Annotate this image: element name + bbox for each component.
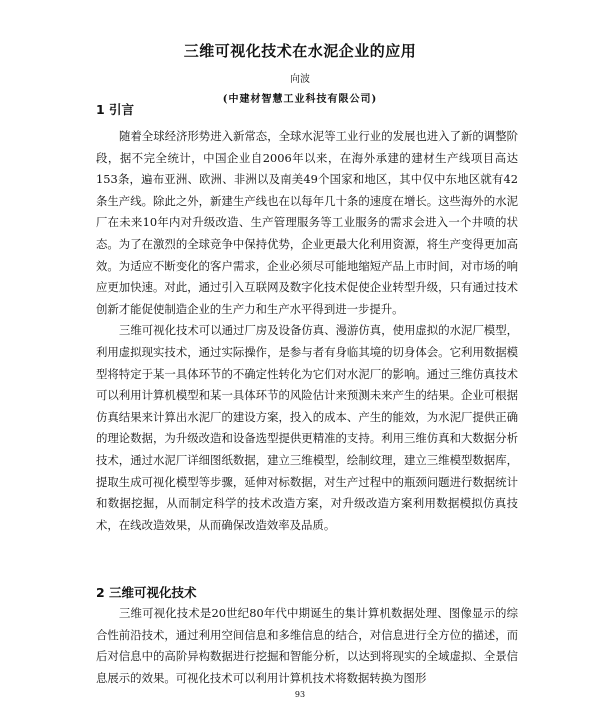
paragraph: 三维可视化技术是20世纪80年代中期诞生的集计算机数据处理、图像显示的综合性前沿技术，通过利用空间信息和多维信息的结合，对信息进行全方位的描述，而后对信息中的高阶异构数据进行挖掘和智能分析，以达到将现实的全域虚拟、全景信息展示的效果。可视化技术可以利用计算机技术将数据转换为图形: [96, 606, 518, 685]
section-heading-3d-visualization: 2 三维可视化技术: [96, 585, 197, 600]
section-heading-introduction: 1 引言: [96, 102, 135, 117]
page-number: 93: [294, 690, 306, 699]
paragraph: 随着全球经济形势进入新常态，全球水泥等工业行业的发展也进入了新的调整阶段，据不完全统计，中国企业自2006年以来，在海外承建的建材生产线项目高达153条，遍布亚洲、欧洲、非洲以及南美49个国家和地区，其中仅中东地区就有42条生产线。除此之外，新建生产线也在以每年几十条的速度在增长。这些海外的水泥厂在未来10年内对升级改造、生产管理服务等工业服务的需求会进入一个井喷的状态。为了在激烈的全球竞争中保持优势，企业更最大化利用资源，将生产变得更加高效。为适应不断变化的客户需求，企业必须尽可能地缩短产品上市时间，对市场的响应更加快速。对此，通过引入互联网及数字化技术促使企业转型升级，只有通过技术创新才能促使制造企业的生产力和生产水平得到进一步提升。: [96, 129, 518, 316]
paragraph: 三维可视化技术可以通过厂房及设备仿真、漫游仿真，使用虚拟的水泥厂模型，利用虚拟现实技术，通过实际操作，是参与者有身临其境的切身体会。它利用数据模型将特定于某一具体环节的不确定性转化为它们对水泥厂的影响。通过三维仿真技术可以利用计算机模型和某一具体环节的风险估计来预测未来产生的结果。企业可根据仿真结果来计算出水泥厂的建设方案，投入的成本、产生的能效，为水泥厂提供正确的理论数据，为升级改造和设备选型提供更精准的支持。利用三维仿真和大数据分析技术，通过水泥厂详细图纸数据，建立三维模型，绘制纹理，建立三维模型数据库，提取生成可视化模型等步骤，延伸对标数据，对生产过程中的瓶颈问题进行数据统计和数据挖掘，从而制定科学的技术改造方案，对升级改造方案利用数据模拟仿真技术，在线改造效果，从而确保改造效率及品质。: [96, 323, 518, 532]
author-affiliation: (中建材智慧工业科技有限公司): [222, 94, 378, 105]
section-body-3d-visualization: [96, 603, 518, 689]
section-body-introduction: [96, 126, 518, 536]
paper-title: 三维可视化技术在水泥企业的应用: [183, 42, 417, 60]
author-name: 向波: [290, 74, 310, 85]
